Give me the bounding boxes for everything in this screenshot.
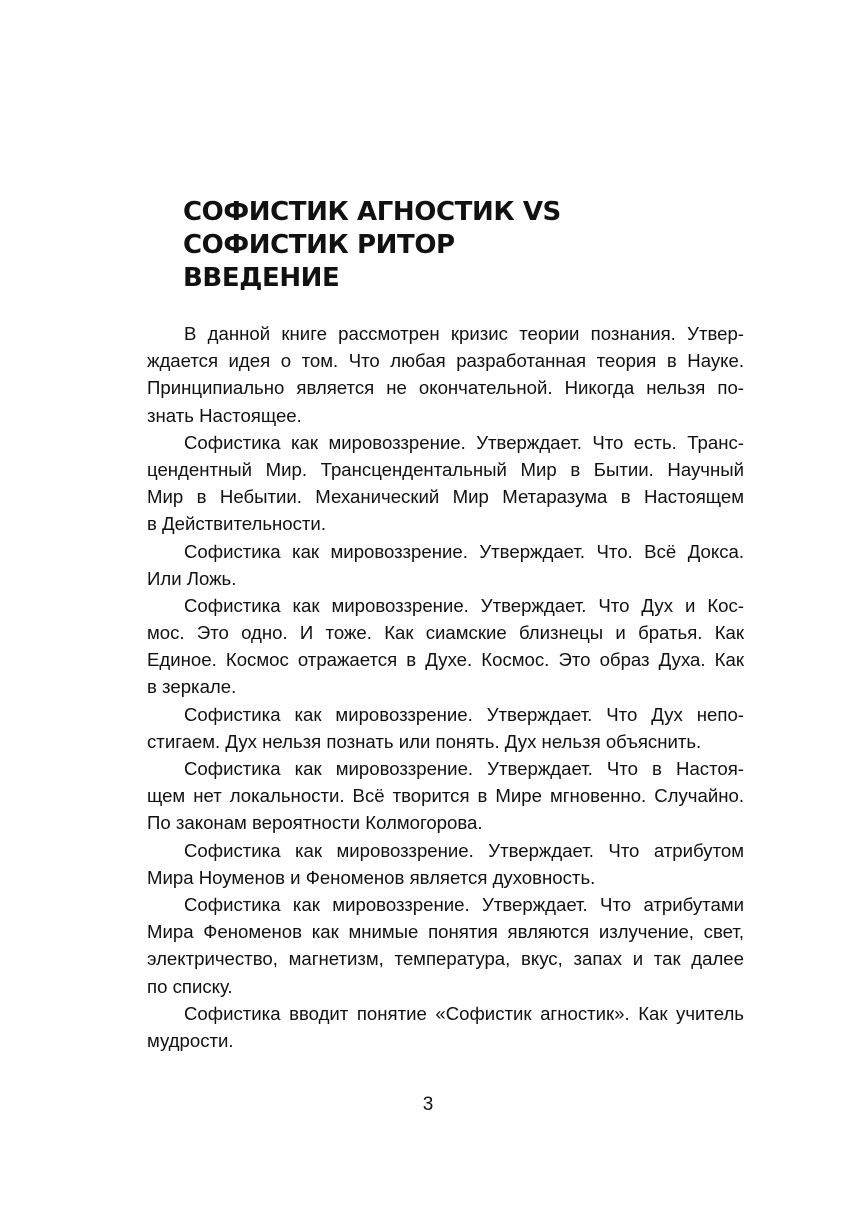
paragraph-line: ждается идея о том. Что любая разработанная теория в Науке.	[147, 350, 744, 372]
paragraph-8	[147, 891, 744, 1000]
paragraph-line: щем нет локальности. Всё творится в Мире мгновенно. Случайно.	[147, 785, 744, 807]
paragraph-5	[147, 701, 744, 755]
paragraph-line: Софистика как мировоззрение. Утверждает. Что. Всё Докса.	[184, 540, 744, 562]
paragraph-line: Софистика как мировоззрение. Утверждает. Что Дух и Кос-	[184, 594, 744, 616]
paragraph-line: стигаем. Дух нельзя познать или понять. Дух нельзя объяснить.	[147, 730, 702, 752]
paragraph-2	[147, 429, 744, 538]
paragraph-line: цендентный Мир. Трансцендентальный Мир в Бытии. Научный	[147, 458, 744, 480]
paragraph-line: в Действительности.	[147, 513, 326, 535]
paragraph-3	[147, 538, 744, 592]
paragraph-line: В данной книге рассмотрен кризис теории познания. Утвер-	[184, 323, 744, 344]
paragraph-line: Софистика как мировоззрение. Утверждает. Что атрибутами	[184, 893, 744, 915]
paragraph-1	[147, 320, 744, 429]
paragraph-9	[147, 1000, 744, 1054]
paragraph-line: Принципиально является не окончательной. Никогда нельзя по-	[147, 377, 744, 399]
heading-line-2: СОФИСТИК РИТОР	[183, 230, 455, 260]
paragraph-line: Софистика вводит понятие «Софистик агностик». Как учитель	[184, 1002, 744, 1024]
paragraph-line: Софистика как мировоззрение. Утверждает. Что Дух непо-	[184, 703, 744, 725]
paragraph-line: Единое. Космос отражается в Духе. Космос. Это образ Духа. Как	[147, 649, 744, 671]
paragraph-line: мудрости.	[147, 1029, 234, 1051]
paragraph-6	[147, 755, 744, 837]
paragraph-line: мос. Это одно. И тоже. Как сиамские близнецы и братья. Как	[147, 622, 744, 644]
paragraph-line: По законам вероятности Колмогорова.	[147, 812, 483, 834]
paragraph-line: Мир в Небытии. Механический Мир Метаразума в Настоящем	[147, 486, 744, 508]
page-number: 3	[422, 1094, 434, 1115]
paragraph-line: Софистика как мировоззрение. Утверждает. Что атрибутом	[184, 839, 744, 861]
paragraph-line: Мира Феноменов как мнимые понятия являются излучение, свет,	[147, 921, 744, 943]
paragraph-line: в зеркале.	[147, 676, 237, 698]
paragraph-line: Или Ложь.	[147, 567, 237, 589]
heading-line-3: ВВЕДЕНИЕ	[183, 263, 340, 293]
paragraph-7	[147, 837, 744, 891]
paragraph-4	[147, 592, 744, 701]
paragraph-line: Софистика как мировоззрение. Утверждает. Что в Настоя-	[184, 758, 744, 779]
paragraph-line: Софистика как мировоззрение. Утверждает. Что есть. Транс-	[184, 431, 744, 453]
paragraph-line: Мира Ноуменов и Феноменов является духовность.	[147, 866, 596, 888]
chapter-heading	[183, 196, 743, 295]
body-text	[147, 320, 744, 1054]
paragraph-line: электричество, магнетизм, температура, вкус, запах и так далее	[147, 948, 744, 970]
paragraph-line: по списку.	[147, 975, 233, 997]
heading-line-1: СОФИСТИК АГНОСТИК VS	[183, 197, 561, 227]
paragraph-line: знать Настоящее.	[147, 404, 302, 426]
